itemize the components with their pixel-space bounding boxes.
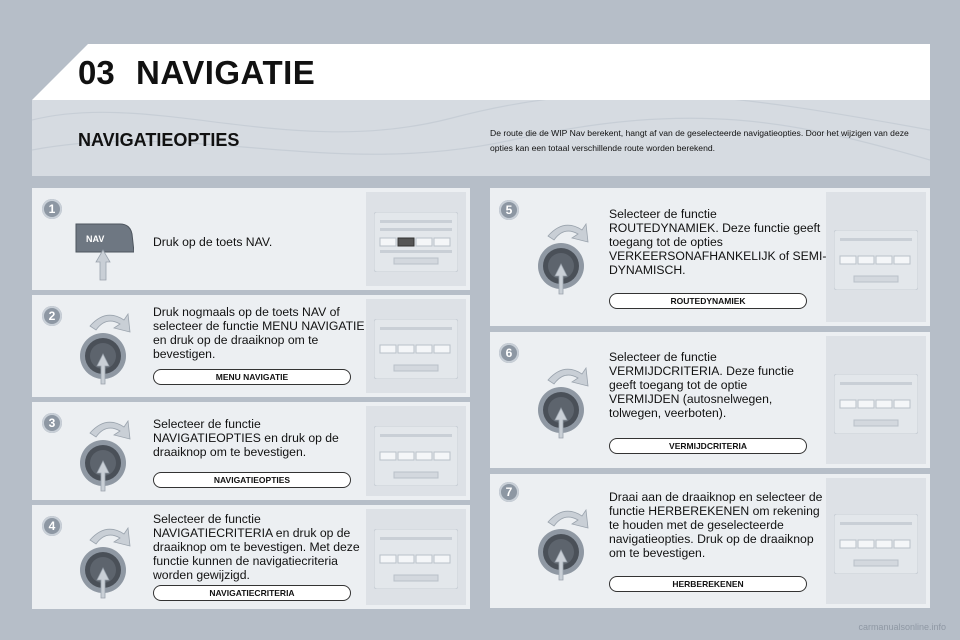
step-number-badge: 7 xyxy=(499,482,519,502)
step-7-text: Draai aan de draaiknop en selecteer de functie HERBEREKENEN om rekening te houden met de geselecteerde navigatieopties. Druk op de draaiknop om te bevestigen. xyxy=(609,490,823,560)
radio-panel-illustration xyxy=(374,212,458,272)
section-title: NAVIGATIEOPTIES xyxy=(78,130,240,150)
step-3-text: Selecteer de functie NAVIGATIEOPTIES en druk op de draaiknop om te bevestigen. xyxy=(153,417,339,459)
step-number-badge: 4 xyxy=(42,516,62,536)
step-number-badge: 5 xyxy=(499,200,519,220)
menu-label-badge: VERMIJDCRITERIA xyxy=(609,438,807,454)
intro-text: De route die de WIP Nav berekent, hangt af van de geselecteerde navigatieopties. Door het wijzigen van deze opties kan een totaal verschillende route worden berekend. xyxy=(490,128,909,153)
menu-label-badge: HERBEREKENEN xyxy=(609,576,807,592)
step-number-badge: 1 xyxy=(42,199,62,219)
radio-panel-photo xyxy=(366,406,466,496)
radio-panel-illustration xyxy=(834,514,918,574)
menu-label-badge: NAVIGATIEOPTIES xyxy=(153,472,351,488)
step-number-badge: 2 xyxy=(42,306,62,326)
radio-panel-photo xyxy=(366,509,466,605)
radio-panel-photo xyxy=(826,192,926,322)
radio-panel-illustration xyxy=(834,230,918,290)
step-5-text: Selecteer de functie ROUTEDYNAMIEK. Deze functie geeft toegang tot de opties VERKEERSONAFHANKELIJK of SEMI-DYNAMISCH. xyxy=(609,207,827,277)
step-6-text: Selecteer de functie VERMIJDCRITERIA. Deze functie geeft toegang tot de optie VERMIJDEN (autosnelwegen, tolwegen, veerboten). xyxy=(609,350,794,420)
menu-label-badge: ROUTEDYNAMIEK xyxy=(609,293,807,309)
watermark: carmanualsonline.info xyxy=(858,622,946,632)
rotary-knob-icon xyxy=(76,413,136,493)
menu-label-badge: MENU NAVIGATIE xyxy=(153,369,351,385)
rotary-knob-icon xyxy=(534,502,594,582)
radio-panel-illustration xyxy=(374,319,458,379)
radio-panel-photo xyxy=(366,299,466,393)
chapter-number: 03 xyxy=(78,54,115,91)
step-number-badge: 3 xyxy=(42,413,62,433)
radio-panel-illustration xyxy=(374,529,458,589)
rotary-knob-icon xyxy=(76,306,136,386)
nav-button-label: NAV xyxy=(86,234,105,244)
radio-panel-photo xyxy=(826,478,926,604)
nav-button-icon xyxy=(72,222,134,282)
menu-label-badge: NAVIGATIECRITERIA xyxy=(153,585,351,601)
step-4-text: Selecteer de functie NAVIGATIECRITERIA en druk op de draaiknop om te bevestigen. Met deze functie kunnen de navigatiecriteria worden gewijzigd. xyxy=(153,512,360,582)
rotary-knob-icon xyxy=(534,360,594,440)
step-1-text: Druk op de toets NAV. xyxy=(153,235,273,249)
step-number-badge: 6 xyxy=(499,343,519,363)
chapter-title: NAVIGATIE xyxy=(136,54,316,91)
rotary-knob-icon xyxy=(534,216,594,296)
step-2-text: Druk nogmaals op de toets NAV of selecteer de functie MENU NAVIGATIE en druk op de draaiknop om te bevestigen. xyxy=(153,305,365,361)
radio-panel-photo xyxy=(366,192,466,286)
radio-panel-illustration xyxy=(834,374,918,434)
radio-panel-illustration xyxy=(374,426,458,486)
rotary-knob-icon xyxy=(76,520,136,600)
radio-panel-photo xyxy=(826,336,926,464)
